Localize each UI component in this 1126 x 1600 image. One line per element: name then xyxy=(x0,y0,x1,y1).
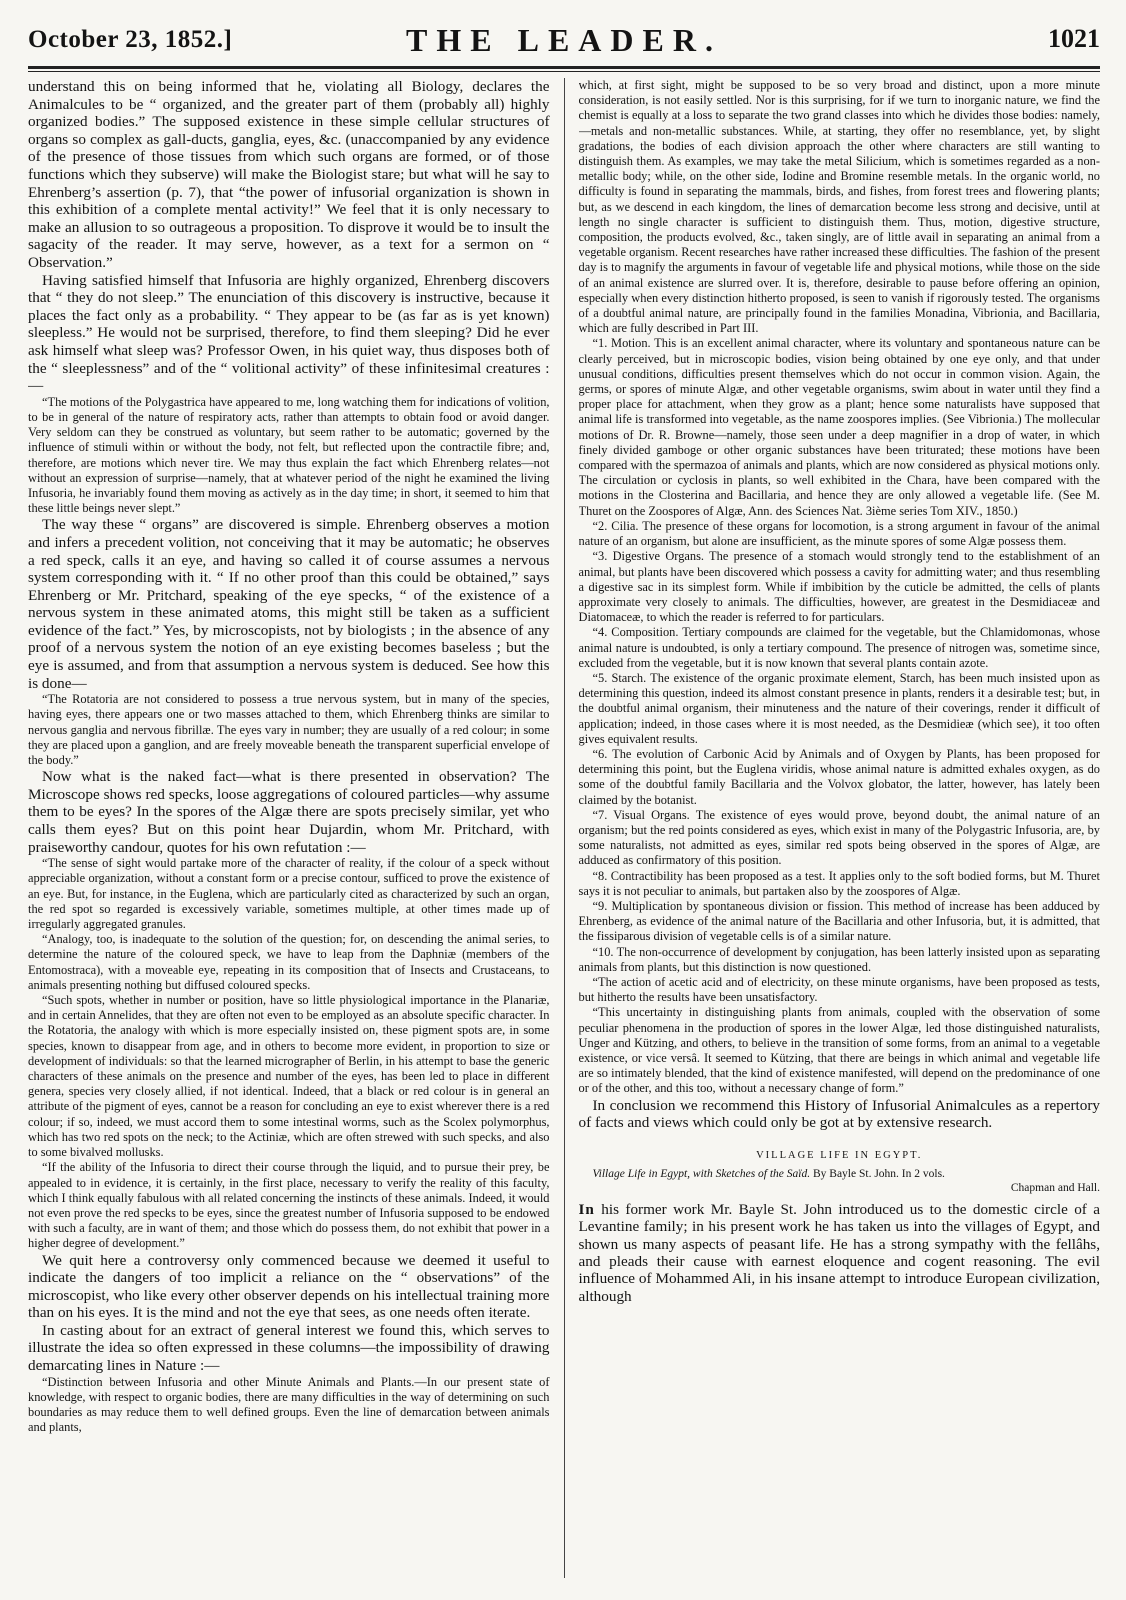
quotation: “Distinction between Infusoria and other Minute Animals and Plants.—In our present state of knowledge, with respect to organic bodies, there are many difficulties in the way of determining on such boundaries as may reduce them to well defined groups. Even the line of demarcation between animals and plants, xyxy=(28,1374,550,1435)
paragraph: We quit here a controversy only commenced because we deemed it useful to indicate the dangers of too implicit a reliance on the “ observations” of the microscopist, who like every other observer depends on his intellectual training more than on his eyes. It is the mind and not the eye that sees, as one needs often iterate. xyxy=(28,1251,550,1322)
book-publisher: Chapman and Hall. xyxy=(1010,1181,1100,1194)
book-reference xyxy=(579,1167,1101,1195)
issue-date: October 23, 1852.] xyxy=(28,26,233,53)
quotation: “This uncertainty in distinguishing plants from animals, coupled with the observation of some peculiar phenomena in the production of spores in the lower Algæ, led those distinguished naturalists, Unger and Kützing, and others, to believe in the transition of some forms, from an animal to a vegetable existence, or vice versâ. It seemed to Kützing, that there are beings in which animal and vegetable life are so intimately blended, that the kind of existence manifested, will depend on the predominance of one or of the other, and this too, without a necessary change of form.” xyxy=(578,1005,1100,1096)
paragraph: In casting about for an extract of general interest we found this, which serves to illustrate the idea so often expressed in these columns—the impossibility of drawing demarcating lines in Nature :— xyxy=(28,1321,550,1375)
quotation: “6. The evolution of Carbonic Acid by Animals and of Oxygen by Plants, has been proposed for determining this point, but the Euglena viridis, whose animal nature is admitted exhales oxygen, as do some of the doubtful family Bacillaria and the Volvox globator, the latter, however, has lately been claimed by the botanist. xyxy=(578,746,1100,807)
quotation: “The motions of the Polygastrica have appeared to me, long watching them for indications of volition, to be in general of the nature of respiratory acts, rather than attempts to obtain food or avoid danger. Very seldom can they be construed as voluntary, but seem rather to be automatic; governed by the influence of stimuli within or without the body, not felt, but reflected upon the contractile fibre; and, therefore, are motions which never tire. We may thus explain the fact which Ehrenberg relates—not without an expression of surprise—namely, that at whatever period of the night he examined the living Infusoria, he invariably found them moving as actively as in the day time; in short, it seemed to him that these little beings never slept.” xyxy=(28,394,550,516)
quotation: “3. Digestive Organs. The presence of a stomach would strongly tend to the establishment of an animal, but plants have been discovered which possess a cavity for admitting water; and thus resembling a digestive sac in its simplest form. While if imbibition by the cuticle be admitted, the cells of plants approximate very closely to animals. The difficulties, however, are greatest in the Desmidiaceæ and Diatomaceæ, to which the reader is referred to for particulars. xyxy=(578,549,1100,625)
page-number: 1021 xyxy=(1048,24,1100,53)
paragraph: Now what is the naked fact—what is there presented in observation? The Microscope shows red specks, loose aggregations of coloured particles—why assume them to be eyes? In the spores of the Algæ there are spots precisely similar, yet who calls them eyes? But on this point hear Dujardin, whom Mr. Pritchard, with praiseworthy candour, quotes for his own refutation :— xyxy=(28,768,550,856)
newspaper-title: THE LEADER. xyxy=(406,22,722,58)
article-columns xyxy=(28,78,1100,1578)
quotation: “1. Motion. This is an excellent animal character, where its voluntary and spontaneous nature can be clearly perceived, but in microscopic bodies, vision being obtained by one eye only, and that under unusual conditions, difficulties present themselves which do not occur in common vision. Again, the germs, or spores of minute Algæ, and other vegetable organisms, swim about in water until they find a proper place for attachment, when they grow as a plant; hence some naturalists have supposed that animal life is transformed into vegetable, as the name zoospores implies. (See Vibrionia.) The mollecular motions of Dr. R. Browne—namely, those seen under a deep magnifier in a drop of water, in which finely divided gamboge or other organic substances have been triturated; these motions have been compared with the spermazoa of animals and plants, which are now considered as physical motions only. The circulation or cyclosis in plants, so well exhibited in the Chara, have been compared with the motions in the Closterina and Bacillaria, and hence they are only allowed a vegetable life. (See M. Thuret on the Zoospores of Algæ, Ann. des Sciences Nat. 3ième series Tom XIV., 1850.) xyxy=(578,336,1100,518)
quotation: “2. Cilia. The presence of these organs for locomotion, is a strong argument in favour of the animal nature of an organism, but alone are insufficient, as the minute spores of some Algæ possess them. xyxy=(578,518,1100,549)
column-left xyxy=(28,78,550,1578)
lead-first-word: In xyxy=(578,1200,595,1218)
quotation: which, at first sight, might be supposed to be so very broad and distinct, upon a more minute consideration, is not easily settled. Nor is this surprising, for if we turn to inorganic nature, we find the chemist is equally at a loss to separate the two grand classes into which he divides those bodies: namely,—metals and non-metallic substances. While, at starting, they offer no resemblance, yet, by slight gradations, the bodies of each division approach the other where characters are still wanting to distinguish them. As examples, we may take the metal Silicium, which is sometimes regarded as a non-metallic body; while, on the other side, Iodine and Bromine resemble metals. In the organic world, no difficulty is found in separating the mammals, birds, and fishes, from forest trees and flowering plants; but, as we descend in each kingdom, the lines of demarcation become less strong and decisive, until at length no single character is sufficient to distinguish them. Thus, motion, digestive structure, composition, the products evolved, &c., taken singly, are of little avail in separating an animal from a vegetable organism. Recent researches have rather increased these difficulties. The fashion of the present day is to magnify the arguments in favour of vegetable life and physical motions, while those on the side of an animal existence are slurred over. It is, therefore, desirable to pause before offering an opinion, especially when every distinction hitherto proposed, is seen to vanish if rigorously tested. The organisms of a doubtful animal nature, are principally found in the families Monadina, Vibrionia, and Bacillaria, which are fully described in Part III. xyxy=(578,78,1100,336)
quotation: “7. Visual Organs. The existence of eyes would prove, beyond doubt, the animal nature of an organism; but the red points considered as eyes, which exist in many of the Polygastric Infusoria, are, by some naturalists, not admitted as eyes, similar red spots being observed in the spores of Algæ, are adduced as confirmatory of this position. xyxy=(578,807,1100,868)
paragraph: In conclusion we recommend this History of Infusorial Animalcules as a repertory of facts and views which could only be got at by extensive research. xyxy=(578,1096,1100,1132)
paragraph: The way these “ organs” are discovered is simple. Ehrenberg observes a motion and infers a precedent volition, not conceiving that it may be automatic; he observes a red speck, calls it an eye, and having so called it of course assumes a nervous system corresponding with it. “ If no other proof than this could be obtained,” says Ehrenberg or Mr. Pritchard, speaking of the eye specks, “ of the existence of a nervous system in these animated atoms, this might still be taken as a sufficient evidence of the fact.” Yes, by microscopists, not by biologists ; in the absence of any proof of a nervous system the notion of an eye existing becomes baseless ; but the eye is assumed, and from that assumption a nervous system is deduced. See how this is done— xyxy=(28,516,550,692)
masthead-rule-thick xyxy=(28,66,1100,69)
quotation: “5. Starch. The existence of the organic proximate element, Starch, has been much insisted upon as determining this question, indeed its almost constant presence in plants, renders it a desirable test; but, in the doubtful animal organism, their minuteness and the nature of their coverings, render it difficult of application; indeed, in those cases where it is most needed, as the Desmidieæ (which see), it too often gives equivalent results. xyxy=(578,670,1100,746)
review-lead-paragraph xyxy=(579,1201,1101,1305)
quotation: “Such spots, whether in number or position, have so little physiological importance in the Planariæ, and in certain Annelides, that they are often not even to be employed as an absolute specific character. In the Rotatoria, the analogy with which is more especially insisted on, these pigment spots are, in some species, known to disappear from age, and in others to become more evident, in proportion to size or development of individuals: so that the learned micrographer of Berlin, in his attempt to base the generic characters of these animals on the presence and number of the eyes, has been led to place in different genera, species very closely allied, if not identical. Indeed, that a black or red colour is in general an attribute of the pigment of eyes, cannot be a reason for concluding an eye to exist wherever there is a red colour; if so, indeed, we must accord them to some intestinal worms, such as the Scolex polymorphus, which has two red spots on the neck; to the Actiniæ, which are often strewed with such specks, and also to some bivalved mollusks. xyxy=(28,993,550,1160)
paragraph: Having satisfied himself that Infusoria are highly organized, Ehrenberg discovers that “ they do not sleep.” The enunciation of this discovery is instructive, because it places the fact only as a probability. “ They appear to be (as far as is yet known) sleepless.” He would not be surprised, therefore, to find them sleeping? Did he ever ask himself what sleep was? Professor Owen, in his quiet way, thus disposes both of the “ sleeplessness” and of the “ volitional activity” of these infinitesimal creatures :— xyxy=(28,271,550,395)
quotation: “Analogy, too, is inadequate to the solution of the question; for, on descending the animal series, to determine the nature of the coloured speck, we have to leap from the Daphniæ (members of the Entomostraca), with a moveable eye, repeating in its composition that of Insects and Crustaceans, to animals presenting nothing but diffused coloured specks. xyxy=(28,932,550,992)
quotation: “The Rotatoria are not considered to possess a true nervous system, but in many of the species, having eyes, there appears one or two masses attached to them, which Ehrenberg thinks are similar to nervous ganglia and nervous fibrillæ. The eyes vary in number; they are usually of a red colour; in some they are placed upon a ganglion, and are freely moveable beneath the transparent superficial envelope of the body.” xyxy=(28,692,550,768)
book-title: Village Life in Egypt, with Sketches of the Saïd. xyxy=(592,1167,811,1180)
column-divider xyxy=(564,78,565,1578)
quotation: “9. Multiplication by spontaneous division or fission. This method of increase has been adduced by Ehrenberg, as evidence of the animal nature of the Bacillaria and other Infusoria, but, it is admitted, that the fissiparous division of vegetable cells is of a similar nature. xyxy=(578,898,1100,944)
quotation: “If the ability of the Infusoria to direct their course through the liquid, and to pursue their prey, be appealed to in evidence, it is certainly, in the first place, necessary to verify the reality of this faculty, which I think equally fabulous with all related concerning the instincts of these animals. Indeed, it would not even prove the red specks to be eyes, since the greatest number of Infusoria supposed to be endowed with such a faculty, are in want of them; and those which do possess them, do not exhibit that power in a higher degree of development.” xyxy=(28,1160,550,1251)
section-title: VILLAGE LIFE IN EGYPT. xyxy=(756,1149,923,1161)
quotation: “10. The non-occurrence of development by conjugation, has been latterly insisted upon as separating animals from plants, but this distinction is now questioned. xyxy=(578,944,1100,974)
quotation: “The sense of sight would partake more of the character of reality, if the colour of a speck without appreciable organization, without a constant form or a precise contour, sufficed to prove the existence of an eye. But, for instance, in the Euglena, which are particularly cited as characterized by such an organ, the red spot so regarded is excessively variable, sometimes multiple, at other times made up of irregularly aggregated granules. xyxy=(28,856,550,932)
quotation: “4. Composition. Tertiary compounds are claimed for the vegetable, but the Chlamidomonas, whose animal nature is undoubted, is only a tertiary compound. The presence of nitrogen was, sometime since, excluded from the vegetable, but it is now known that several plants contain azote. xyxy=(578,625,1100,670)
masthead-rule-thin xyxy=(28,71,1100,72)
book-author: By Bayle St. John. In 2 vols. xyxy=(812,1167,945,1180)
lead-text: his former work Mr. Bayle St. John introduced us to the domestic circle of a Levantine family; in his present work he has taken us into the villages of Egypt, and shown us many aspects of peasant life. He has a strong sympathy with the fellâhs, and pleads their cause with earnest eloquence and cogent reasoning. The evil influence of Mohammed Ali, in his insane attempt to introduce European civilization, although xyxy=(578,1200,1100,1305)
quotation: “8. Contractibility has been proposed as a test. It applies only to the soft bodied forms, but M. Thuret says it is not peculiar to animals, but partaken also by the zoospores of Algæ. xyxy=(578,868,1100,898)
column-right xyxy=(579,78,1101,1578)
paragraph: understand this on being informed that he, violating all Biology, declares the Animalcules to be “ organized, and the greater part of them (probably all) highly organized bodies.” The supposed existence in these simple cellular structures of organs so complex as gall-ducts, ganglia, eyes, &c. (unaccompanied by any evidence of the presence of those tissues from which such organs are formed, or of those functions which they subserve) will make the Biologist stare; but what will he say to Ehrenberg’s assertion (p. 7), that “the power of infusorial organization is shown in this exhibition of a complete mental activity!” We feel that it is only necessary to make an allusion to so outrageous a proposition. To disprove it would be to insult the sagacity of the reader. It may serve, however, as a text for a sermon on “ Observation.” xyxy=(28,78,550,271)
masthead xyxy=(28,18,1100,64)
quotation: “The action of acetic acid and of electricity, on these minute organisms, have been proposed as tests, but hitherto the results have been unsatisfactory. xyxy=(578,974,1100,1005)
